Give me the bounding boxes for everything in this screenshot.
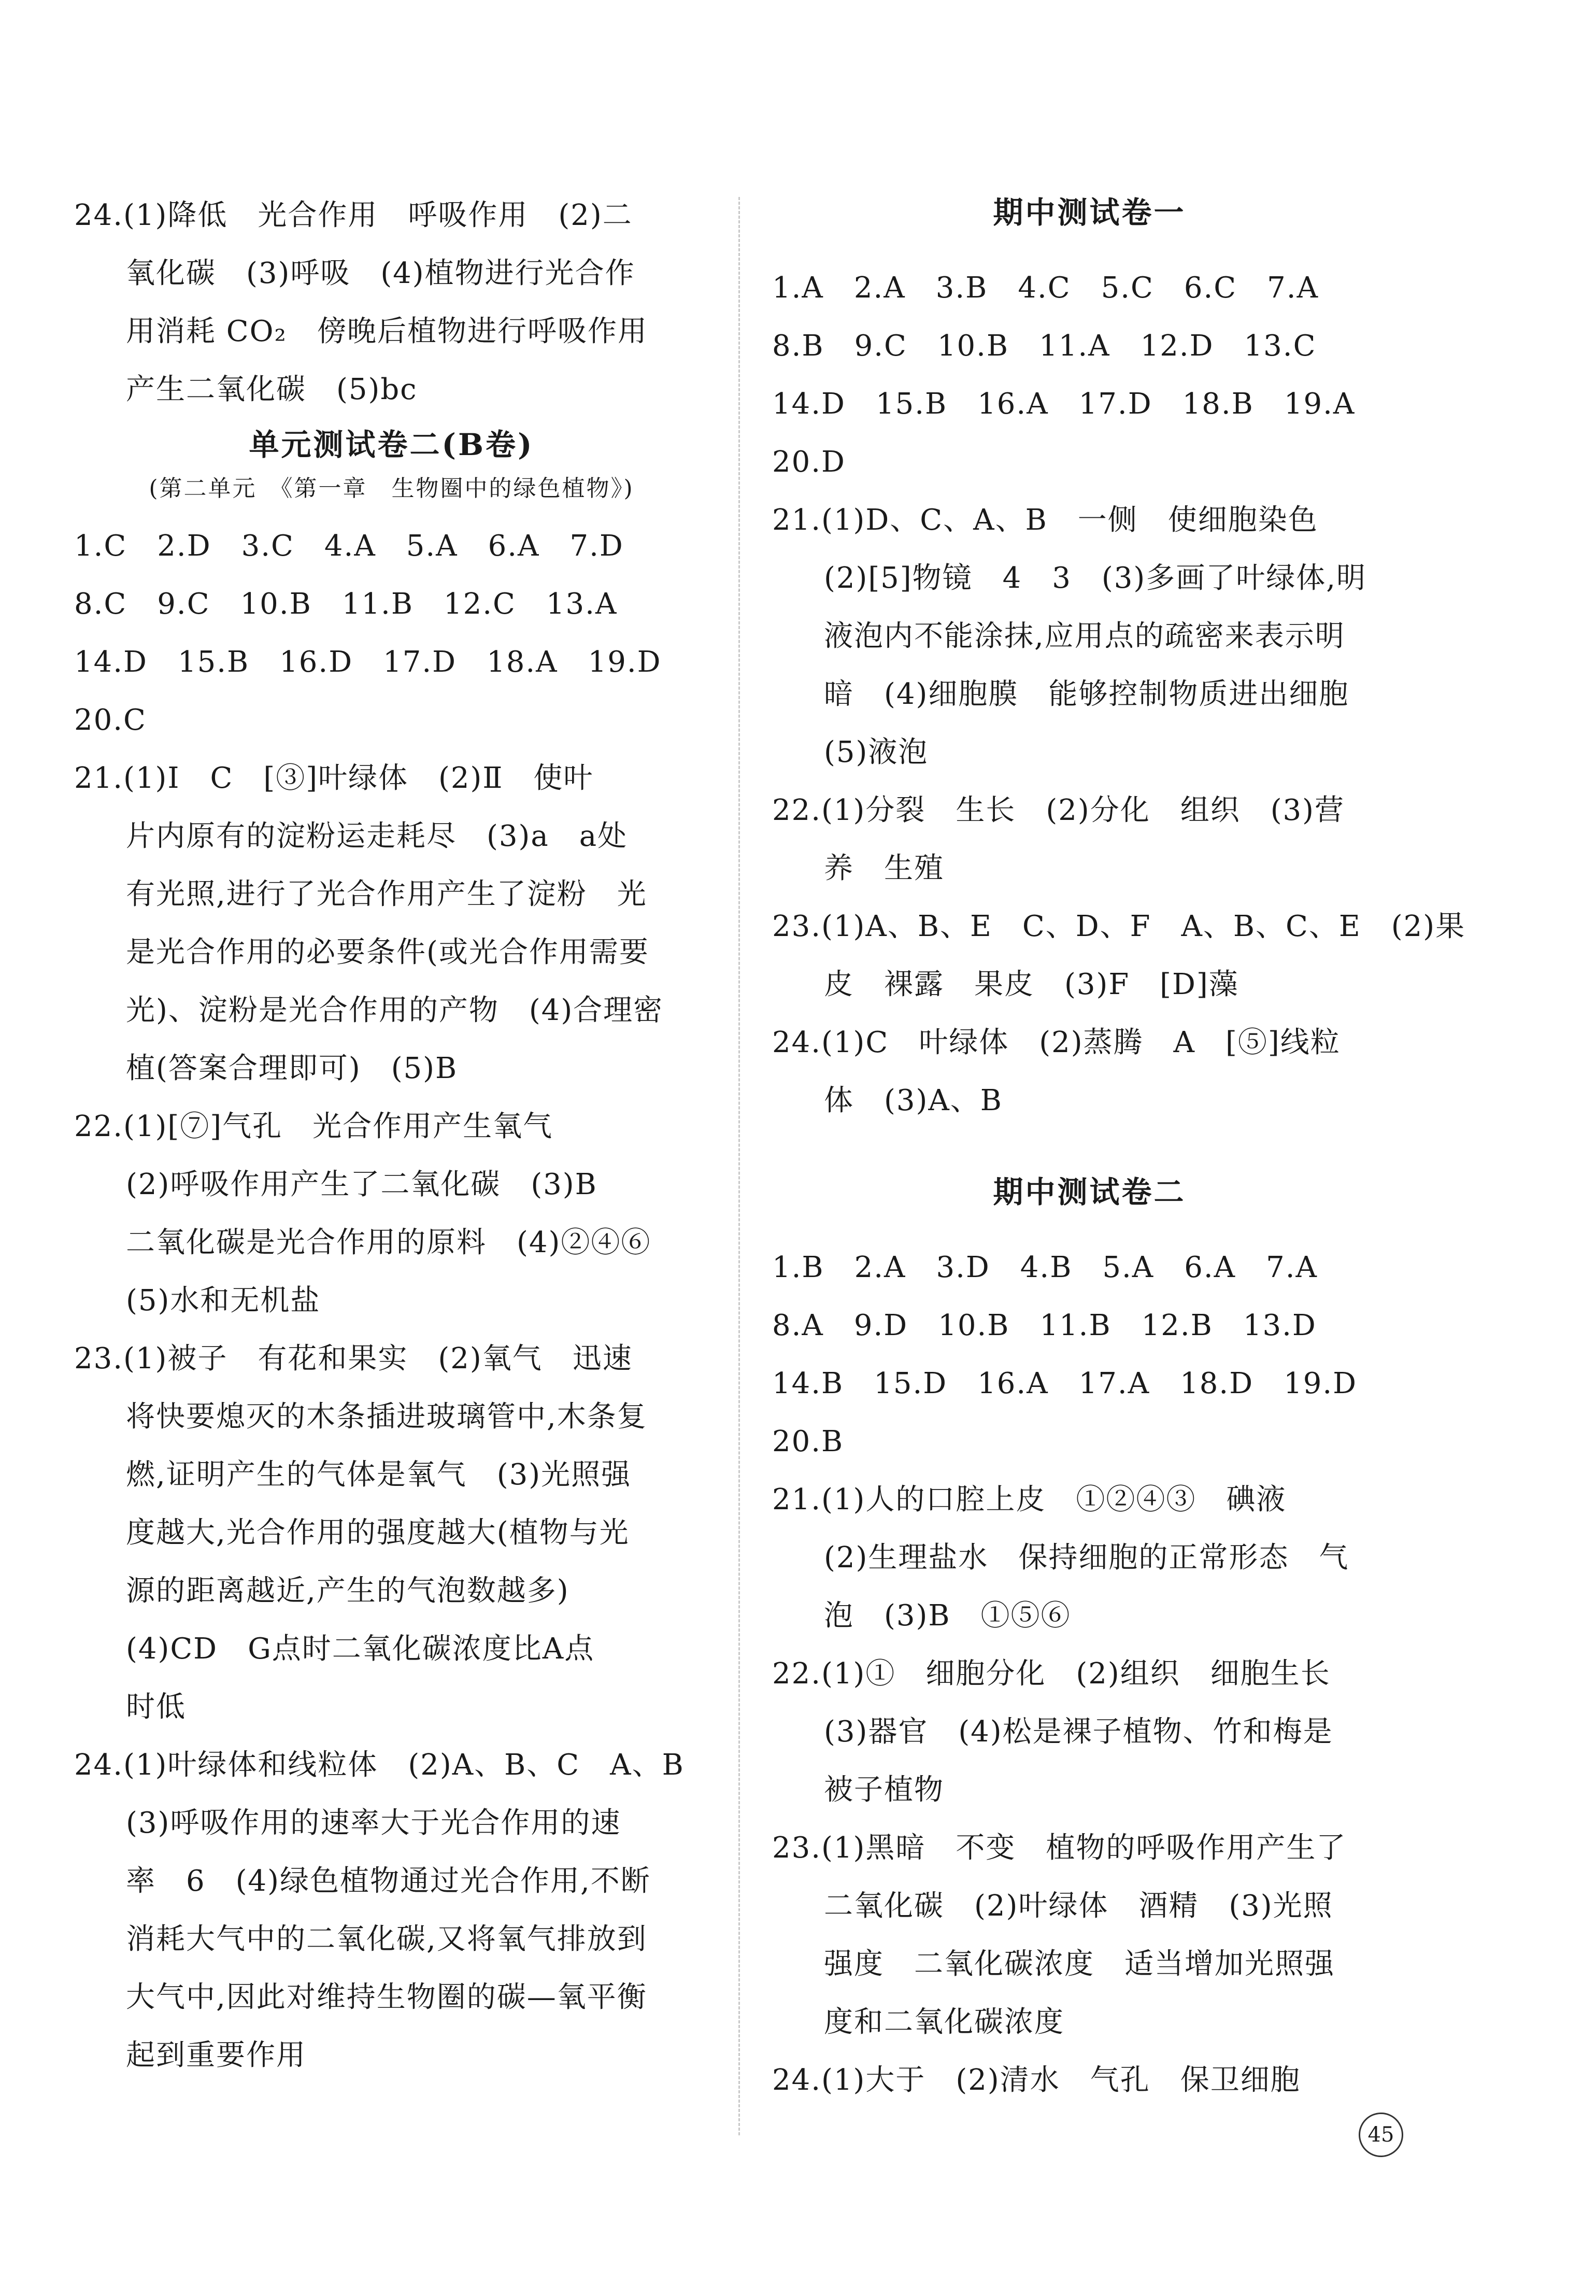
answer-line: (5)水和无机盐 [126,1284,321,1317]
answer-line: 泡 (3)B ①⑤⑥ [824,1599,1071,1633]
right-column [772,187,1466,2109]
answer-24-midterm-1 [772,1014,1407,1130]
answer-21-midterm-1 [772,491,1407,782]
answer-line: 24.(1)降低 光合作用 呼吸作用 (2)二 [74,199,633,232]
section-title: 单元测试卷二(B卷) [249,427,534,462]
answer-line: 产生二氧化碳 (5)bc [126,373,418,406]
answer-line: 21.(1)人的口腔上皮 ①②④③ 碘液 [772,1483,1287,1517]
answer-line: 20.C [74,703,147,737]
answer-line: 氧化碳 (3)呼吸 (4)植物进行光合作 [126,257,635,290]
answer-line: 植(答案合理即可) (5)B [126,1052,458,1085]
answer-line: 源的距离越近,产生的气泡数越多) [126,1574,569,1608]
answer-line: 23.(1)黑暗 不变 植物的呼吸作用产生了 [772,1831,1347,1865]
answer-line: 液泡内不能涂抹,应用点的疏密来表示明 [824,619,1345,653]
answer-22-midterm-2 [772,1645,1407,1819]
answer-line: 燃,证明产生的气体是氧气 (3)光照强 [126,1458,632,1492]
answer-24 [74,1736,709,2085]
answer-line: 皮 裸露 果皮 (3)F [D]藻 [824,968,1239,1001]
answer-line: (4)CD G点时二氧化碳浓度比A点 [126,1632,595,1666]
choice-answers-midterm-1 [772,259,1407,491]
answer-line: 8.A 9.D 10.B 11.B 12.B 13.D [772,1309,1317,1342]
page-number: 45 [1359,2113,1403,2157]
answer-21 [74,749,709,1098]
answer-line: (5)液泡 [824,735,929,769]
answer-line: 消耗大气中的二氧化碳,又将氧气排放到 [126,1922,647,1956]
answer-line: 22.(1)① 细胞分化 (2)组织 细胞生长 [772,1657,1331,1691]
answer-22 [74,1098,709,1330]
answer-line: 将快要熄灭的木条插进玻璃管中,木条复 [126,1400,647,1434]
answer-line: (2)呼吸作用产生了二氧化碳 (3)B [126,1168,597,1201]
answer-line: 养 生殖 [824,852,944,885]
answer-line: 1.C 2.D 3.C 4.A 5.A 6.A 7.D [74,529,624,563]
choice-answers [74,517,709,749]
answer-line: 14.B 15.D 16.A 17.A 18.D 19.D [772,1367,1358,1400]
answer-22-midterm-1 [772,782,1407,898]
answer-line: 24.(1)C 叶绿体 (2)蒸腾 A [⑤]线粒 [772,1026,1341,1059]
answer-line: 光)、淀粉是光合作用的产物 (4)合理密 [126,994,664,1027]
answer-line: 大气中,因此对维持生物圈的碳—氧平衡 [126,1980,647,2014]
answer-line: 是光合作用的必要条件(或光合作用需要 [126,936,649,969]
answer-line: 23.(1)A、B、E C、D、F A、B、C、E (2)果 [772,910,1466,943]
answer-line: 23.(1)被子 有花和果实 (2)氧气 迅速 [74,1342,633,1376]
answer-line: 14.D 15.B 16.A 17.D 18.B 19.A [772,387,1356,421]
answer-line: 22.(1)分裂 生长 (2)分化 组织 (3)营 [772,793,1345,827]
answer-line: 被子植物 [824,1773,944,1807]
answer-23 [74,1330,709,1736]
answer-line: 体 (3)A、B [824,1084,1003,1117]
answer-line: 20.D [772,445,846,479]
answer-line: 20.B [772,1425,844,1458]
answer-line: 二氧化碳 (2)叶绿体 酒精 (3)光照 [824,1889,1333,1923]
answer-line: 24.(1)大于 (2)清水 气孔 保卫细胞 [772,2063,1301,2097]
answer-line: 8.C 9.C 10.B 11.B 12.C 13.A [74,587,618,621]
answer-line: 率 6 (4)绿色植物通过光合作用,不断 [126,1864,651,1898]
answer-21-midterm-2 [772,1471,1407,1645]
answer-line: 22.(1)[⑦]气孔 光合作用产生氧气 [74,1110,553,1143]
answer-23-midterm-2 [772,1819,1407,2051]
left-column [74,187,709,2085]
answer-line: (2)[5]物镜 4 3 (3)多画了叶绿体,明 [824,561,1367,595]
choice-answers-midterm-2 [772,1239,1407,1471]
answer-line: 度和二氧化碳浓度 [824,2005,1064,2039]
answer-line: 21.(1)D、C、A、B 一侧 使细胞染色 [772,503,1318,537]
answer-23-midterm-1 [772,898,1466,1014]
answer-24-prev-unit [74,187,709,419]
answer-line: 24.(1)叶绿体和线粒体 (2)A、B、C A、B [74,1748,685,1782]
answer-line: 强度 二氧化碳浓度 适当增加光照强 [824,1947,1335,1981]
section-title-midterm-1: 期中测试卷一 [993,195,1186,230]
answer-line: 暗 (4)细胞膜 能够控制物质进出细胞 [824,677,1349,711]
answer-line: (2)生理盐水 保持细胞的正常形态 气 [824,1541,1349,1575]
section-title-midterm-2: 期中测试卷二 [993,1174,1186,1210]
answer-line: (3)呼吸作用的速率大于光合作用的速 [126,1806,621,1840]
answer-line: 21.(1)Ⅰ C [③]叶绿体 (2)Ⅱ 使叶 [74,761,594,795]
answer-line: 14.D 15.B 16.D 17.D 18.A 19.D [74,645,662,679]
answer-line: (3)器官 (4)松是裸子植物、竹和梅是 [824,1715,1333,1749]
answer-line: 时低 [126,1690,186,1724]
answer-line: 用消耗 CO₂ 傍晚后植物进行呼吸作用 [126,315,648,348]
answer-line: 度越大,光合作用的强度越大(植物与光 [126,1516,630,1550]
answer-line: 二氧化碳是光合作用的原料 (4)②④⑥ [126,1226,651,1259]
answer-line: 起到重要作用 [126,2038,306,2072]
answer-line: 片内原有的淀粉运走耗尽 (3)a a处 [126,819,628,853]
answer-line: 8.B 9.C 10.B 11.A 12.D 13.C [772,329,1317,363]
column-divider [738,197,740,2135]
answer-line: 有光照,进行了光合作用产生了淀粉 光 [126,877,647,911]
answer-line: 1.A 2.A 3.B 4.C 5.C 6.C 7.A [772,271,1319,305]
answer-24-midterm-2 [772,2051,1407,2109]
section-subtitle: (第二单元 《第一章 生物圈中的绿色植物》) [149,475,634,502]
answer-line: 1.B 2.A 3.D 4.B 5.A 6.A 7.A [772,1251,1318,1284]
